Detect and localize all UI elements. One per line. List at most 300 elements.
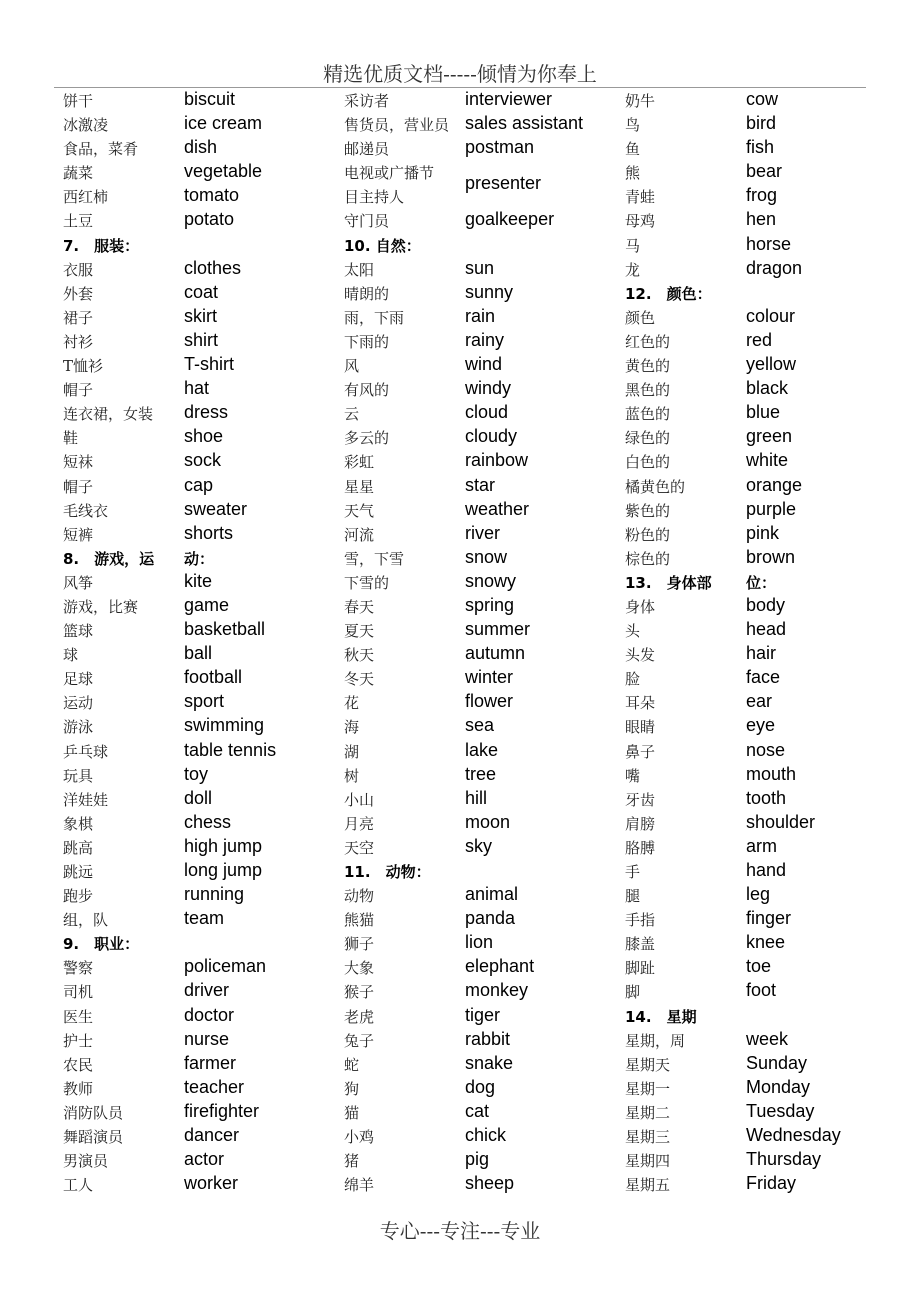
vocab-row xyxy=(625,787,905,811)
english-term: frog xyxy=(746,185,778,206)
english-term: dragon xyxy=(746,257,803,278)
vocab-row xyxy=(625,522,905,546)
vocab-row xyxy=(625,763,905,787)
vocab-row xyxy=(344,787,624,811)
english-term: cap xyxy=(184,474,214,495)
chinese-term: 西红柿 xyxy=(63,188,109,207)
chinese-term: 大象 xyxy=(344,959,375,978)
vocab-row xyxy=(625,449,905,473)
vocab-row xyxy=(344,136,624,160)
vocab-row xyxy=(625,208,905,232)
english-term: dish xyxy=(184,137,218,158)
vocab-row xyxy=(625,955,905,979)
vocab-row xyxy=(625,714,905,738)
english-term: driver xyxy=(184,980,230,1001)
english-term: actor xyxy=(184,1149,225,1170)
chinese-term: 工人 xyxy=(63,1176,94,1195)
vocab-row xyxy=(63,1172,343,1196)
chinese-term: 象棋 xyxy=(63,814,94,833)
english-term: brown xyxy=(746,546,796,567)
vocab-row xyxy=(625,257,905,281)
chinese-term: 绿色的 xyxy=(625,429,671,448)
vocab-row xyxy=(625,233,905,257)
chinese-term: 脸 xyxy=(625,670,641,689)
english-term: worker xyxy=(184,1173,239,1194)
english-term: head xyxy=(746,619,787,640)
vocab-row xyxy=(625,305,905,329)
english-term: basketball xyxy=(184,619,266,640)
vocab-row xyxy=(344,883,624,907)
chinese-term: 电视或广播节 xyxy=(344,164,435,183)
vocab-row xyxy=(344,425,624,449)
chinese-term: 舞蹈演员 xyxy=(63,1128,124,1147)
chinese-term: 裙子 xyxy=(63,308,94,327)
english-term: dress xyxy=(184,402,229,423)
english-term: arm xyxy=(746,835,777,856)
chinese-term: 多云的 xyxy=(344,429,390,448)
vocab-row xyxy=(63,112,343,136)
english-term: eye xyxy=(746,715,776,736)
page-header-title: 精选优质文档-----倾情为你奉上 xyxy=(323,62,597,86)
vocab-row xyxy=(344,570,624,594)
english-term: long jump xyxy=(184,860,263,880)
english-term: black xyxy=(746,378,789,399)
english-term: sky xyxy=(465,835,492,856)
vocab-row xyxy=(344,1100,624,1124)
vocab-row xyxy=(344,208,624,232)
english-term: mouth xyxy=(746,763,797,784)
section-heading-label: 14. 星期 xyxy=(625,1007,697,1026)
english-term: hill xyxy=(465,787,488,808)
vocab-row xyxy=(63,642,343,666)
english-term: Thursday xyxy=(746,1149,822,1170)
english-term: biscuit xyxy=(184,89,236,109)
section-heading xyxy=(625,1004,905,1028)
vocab-row xyxy=(63,883,343,907)
chinese-term: 头 xyxy=(625,622,641,641)
chinese-term-continued: 目主持人 xyxy=(344,188,405,207)
english-term: snake xyxy=(465,1052,514,1073)
vocab-row xyxy=(344,666,624,690)
chinese-term: 短袜 xyxy=(63,453,94,472)
vocab-row xyxy=(344,979,624,1003)
english-term: fish xyxy=(746,137,775,158)
chinese-term: 消防队员 xyxy=(63,1103,124,1122)
vocab-row xyxy=(625,1052,905,1076)
english-term: yellow xyxy=(746,354,797,375)
english-term: vegetable xyxy=(184,161,263,182)
english-term: body xyxy=(746,594,786,615)
page-footer: 专心---专注---专业 xyxy=(379,1219,541,1243)
vocab-row xyxy=(625,377,905,401)
english-term: hand xyxy=(746,860,787,880)
vocab-row xyxy=(344,257,624,281)
english-term: high jump xyxy=(184,835,263,856)
english-term: chick xyxy=(465,1125,507,1146)
chinese-term: 下雪的 xyxy=(344,573,390,592)
chinese-term: 售货员，营业员 xyxy=(344,116,450,135)
vocab-row xyxy=(625,112,905,136)
chinese-term: 风 xyxy=(344,357,360,376)
chinese-term: 衬衫 xyxy=(63,332,94,351)
vocab-row xyxy=(344,88,624,112)
chinese-term: 毛线衣 xyxy=(63,501,109,520)
english-term: foot xyxy=(746,980,777,1001)
english-term: cat xyxy=(465,1100,490,1121)
chinese-term: 运动 xyxy=(63,694,94,713)
english-term: tree xyxy=(465,763,497,784)
english-term: coat xyxy=(184,281,219,302)
vocab-row xyxy=(625,1172,905,1196)
english-term: ear xyxy=(746,691,773,712)
chinese-term: 玩具 xyxy=(63,766,94,785)
vocab-column-2 xyxy=(344,88,624,1196)
chinese-term: 动物 xyxy=(344,887,375,906)
section-heading xyxy=(344,859,624,883)
english-term: knee xyxy=(746,932,786,953)
english-term: winter xyxy=(465,667,514,688)
english-term: rainbow xyxy=(465,450,529,471)
chinese-term: 跑步 xyxy=(63,887,94,906)
chinese-term: 风筝 xyxy=(63,573,94,592)
section-heading xyxy=(63,546,343,570)
vocab-row xyxy=(625,835,905,859)
english-term: animal xyxy=(465,884,519,905)
chinese-term: 彩虹 xyxy=(344,453,375,472)
english-term: sheep xyxy=(465,1173,515,1194)
vocab-row xyxy=(344,763,624,787)
vocab-row xyxy=(344,160,624,208)
vocab-row xyxy=(344,931,624,955)
english-term: Friday xyxy=(746,1173,797,1194)
vocab-row xyxy=(63,425,343,449)
vocab-row xyxy=(63,1124,343,1148)
chinese-term: 耳朵 xyxy=(625,694,656,713)
section-heading xyxy=(625,570,905,594)
chinese-term: 游泳 xyxy=(63,718,94,737)
english-term: nose xyxy=(746,739,786,760)
chinese-term: 脚趾 xyxy=(625,959,656,978)
vocab-row xyxy=(63,763,343,787)
vocab-row xyxy=(625,1100,905,1124)
vocab-row xyxy=(63,305,343,329)
english-term: hat xyxy=(184,378,210,399)
chinese-term: 春天 xyxy=(344,597,375,616)
chinese-term: 衣服 xyxy=(63,260,94,279)
section-heading-label: 7. 服装： xyxy=(63,236,140,255)
chinese-term: 洋娃娃 xyxy=(63,790,109,809)
chinese-term: 嘴 xyxy=(625,766,641,785)
english-term: tomato xyxy=(184,185,240,206)
vocab-row xyxy=(63,184,343,208)
vocab-row xyxy=(63,136,343,160)
vocab-row xyxy=(344,1148,624,1172)
vocab-row xyxy=(63,401,343,425)
english-term: snowy xyxy=(465,570,517,591)
english-term: running xyxy=(184,884,245,905)
chinese-term: 猴子 xyxy=(344,983,375,1002)
chinese-term: 护士 xyxy=(63,1031,94,1050)
chinese-term: 外套 xyxy=(63,284,94,303)
chinese-term: 河流 xyxy=(344,525,375,544)
chinese-term: 连衣裙，女装 xyxy=(63,405,154,424)
english-term: rainy xyxy=(465,329,505,350)
english-term: cloudy xyxy=(465,426,518,447)
chinese-term: 星期四 xyxy=(625,1152,671,1171)
english-term: green xyxy=(746,426,793,447)
chinese-term: 帽子 xyxy=(63,477,94,496)
vocab-row xyxy=(63,449,343,473)
english-term: nurse xyxy=(184,1028,230,1049)
chinese-term: 跳高 xyxy=(63,838,94,857)
english-term: Sunday xyxy=(746,1052,808,1073)
english-term: red xyxy=(746,329,773,350)
english-term: wind xyxy=(465,354,503,375)
vocab-row xyxy=(344,594,624,618)
chinese-term: 狮子 xyxy=(344,935,375,954)
section-heading-label: 13. 身体部 xyxy=(625,573,712,592)
english-term: tiger xyxy=(465,1004,501,1025)
chinese-term: 白色的 xyxy=(625,453,671,472)
english-term: bird xyxy=(746,113,777,134)
vocab-row xyxy=(63,1052,343,1076)
vocab-row xyxy=(63,257,343,281)
english-term: pig xyxy=(465,1149,490,1170)
vocab-row xyxy=(344,907,624,931)
english-term: snow xyxy=(465,546,508,567)
english-term: shorts xyxy=(184,522,234,543)
vocab-row xyxy=(63,594,343,618)
vocab-row xyxy=(63,1028,343,1052)
vocab-row xyxy=(344,498,624,522)
vocab-row xyxy=(625,329,905,353)
vocab-row xyxy=(63,690,343,714)
vocab-row xyxy=(625,1124,905,1148)
vocab-row xyxy=(63,787,343,811)
vocab-row xyxy=(625,979,905,1003)
chinese-term: 脚 xyxy=(625,983,641,1002)
chinese-term: 手 xyxy=(625,863,641,881)
chinese-term: 星星 xyxy=(344,477,375,496)
english-term: kite xyxy=(184,570,213,591)
english-term: moon xyxy=(465,811,511,832)
chinese-term: 饼干 xyxy=(63,92,94,110)
english-term: football xyxy=(184,667,243,688)
chinese-term: 星期三 xyxy=(625,1128,671,1147)
vocab-row xyxy=(625,690,905,714)
chinese-term: 游戏，比赛 xyxy=(63,597,139,616)
english-term: purple xyxy=(746,498,797,519)
english-term: autumn xyxy=(465,643,526,664)
vocab-row xyxy=(344,329,624,353)
english-term: shirt xyxy=(184,329,219,350)
chinese-term: 雨，下雨 xyxy=(344,308,405,327)
vocab-row xyxy=(63,1076,343,1100)
vocab-row xyxy=(344,546,624,570)
vocab-row xyxy=(344,377,624,401)
vocab-row xyxy=(625,618,905,642)
english-term: sun xyxy=(465,257,495,278)
english-term: goalkeeper xyxy=(465,209,555,230)
section-heading xyxy=(344,233,624,257)
vocab-row xyxy=(63,739,343,763)
vocab-row xyxy=(344,522,624,546)
english-term: Monday xyxy=(746,1076,811,1097)
chinese-term: T恤衫 xyxy=(63,357,104,376)
chinese-term: 足球 xyxy=(63,670,94,689)
section-heading-label: 8. 游戏，运 xyxy=(63,549,155,568)
english-term: chess xyxy=(184,811,232,832)
chinese-term: 短裤 xyxy=(63,525,94,544)
chinese-term: 湖 xyxy=(344,742,360,761)
vocab-row xyxy=(63,1148,343,1172)
vocab-row xyxy=(625,1148,905,1172)
english-term: hen xyxy=(746,209,777,230)
english-term: toy xyxy=(184,763,209,784)
vocab-row xyxy=(63,835,343,859)
chinese-term: 紫色的 xyxy=(625,501,671,520)
english-term: finger xyxy=(746,908,792,929)
english-term: sea xyxy=(465,715,495,736)
vocab-row xyxy=(625,498,905,522)
english-term: toe xyxy=(746,956,772,977)
english-term: monkey xyxy=(465,980,529,1001)
english-term: summer xyxy=(465,619,531,640)
vocab-row xyxy=(344,739,624,763)
chinese-term: 夏天 xyxy=(344,622,375,641)
vocab-row xyxy=(625,594,905,618)
chinese-term: 小山 xyxy=(344,790,375,809)
english-term: panda xyxy=(465,908,516,929)
vocab-row xyxy=(625,931,905,955)
english-term: bear xyxy=(746,161,783,182)
vocab-row xyxy=(625,136,905,160)
chinese-term: 球 xyxy=(63,646,79,665)
english-term: ball xyxy=(184,643,213,664)
chinese-term: 黑色的 xyxy=(625,381,671,400)
english-term: cloud xyxy=(465,402,509,423)
chinese-term: 熊猫 xyxy=(344,911,375,930)
english-term: sales assistant xyxy=(465,113,584,134)
vocab-row xyxy=(344,955,624,979)
vocab-row xyxy=(63,498,343,522)
vocab-row xyxy=(625,1076,905,1100)
vocab-column-1 xyxy=(63,88,343,1196)
vocab-row xyxy=(625,160,905,184)
english-term: postman xyxy=(465,137,535,158)
chinese-term: 采访者 xyxy=(344,92,390,110)
chinese-term: 马 xyxy=(625,236,641,255)
english-term: colour xyxy=(746,305,796,326)
vocab-row xyxy=(63,522,343,546)
chinese-term: 帽子 xyxy=(63,381,94,400)
chinese-term: 食品，菜肴 xyxy=(63,140,139,159)
chinese-term: 土豆 xyxy=(63,212,94,231)
vocab-row xyxy=(625,546,905,570)
vocab-row xyxy=(344,305,624,329)
vocab-row xyxy=(625,883,905,907)
english-term: doll xyxy=(184,787,213,808)
english-term: dog xyxy=(465,1076,496,1097)
english-term: skirt xyxy=(184,305,217,326)
vocab-row xyxy=(344,1124,624,1148)
chinese-term: 海 xyxy=(344,718,360,737)
english-term: tooth xyxy=(746,787,787,808)
english-term: sock xyxy=(184,450,222,471)
chinese-term: 组，队 xyxy=(63,911,109,930)
english-term: lake xyxy=(465,739,499,760)
section-heading xyxy=(63,931,343,955)
chinese-term: 红色的 xyxy=(625,332,671,351)
english-term: rain xyxy=(465,305,496,326)
vocab-row xyxy=(625,425,905,449)
english-term: blue xyxy=(746,402,781,423)
chinese-term: 下雨的 xyxy=(344,332,390,351)
chinese-term: 龙 xyxy=(625,260,641,279)
chinese-term: 农民 xyxy=(63,1055,94,1074)
chinese-term: 猫 xyxy=(344,1103,360,1122)
chinese-term: 鼻子 xyxy=(625,742,656,761)
chinese-term: 篮球 xyxy=(63,622,94,641)
vocab-row xyxy=(625,811,905,835)
english-term: pink xyxy=(746,522,780,543)
english-term: potato xyxy=(184,209,235,230)
vocab-row xyxy=(63,714,343,738)
vocab-row xyxy=(63,979,343,1003)
english-term: sport xyxy=(184,691,225,712)
english-term: Tuesday xyxy=(746,1100,815,1121)
english-term: presenter xyxy=(465,173,542,194)
english-term: white xyxy=(746,450,789,471)
vocab-row xyxy=(625,907,905,931)
vocab-row xyxy=(625,666,905,690)
vocab-row xyxy=(625,88,905,112)
chinese-term: 月亮 xyxy=(344,814,375,833)
chinese-term: 棕色的 xyxy=(625,549,671,568)
vocab-row xyxy=(625,739,905,763)
vocab-row xyxy=(63,160,343,184)
english-term: orange xyxy=(746,474,803,495)
english-term: farmer xyxy=(184,1052,237,1073)
english-term: swimming xyxy=(184,715,265,736)
english-term: weather xyxy=(465,498,530,519)
chinese-term: 胳膊 xyxy=(625,838,656,857)
chinese-term: 星期一 xyxy=(625,1079,671,1098)
chinese-term: 天空 xyxy=(344,838,375,857)
chinese-term: 教师 xyxy=(63,1079,94,1098)
vocab-row xyxy=(63,811,343,835)
vocab-row xyxy=(625,401,905,425)
section-heading-continued: 位： xyxy=(746,573,777,592)
english-term: table tennis xyxy=(184,739,277,760)
chinese-term: 男演员 xyxy=(63,1152,109,1171)
vocab-column-3 xyxy=(625,88,905,1196)
english-term: hair xyxy=(746,643,777,664)
chinese-term: 晴朗的 xyxy=(344,284,390,303)
chinese-term: 兔子 xyxy=(344,1031,375,1050)
section-heading-label: 9. 职业： xyxy=(63,935,140,954)
vocab-row xyxy=(63,570,343,594)
vocab-row xyxy=(344,811,624,835)
chinese-term: 花 xyxy=(344,694,360,713)
chinese-term: 云 xyxy=(344,405,360,424)
chinese-term: 手指 xyxy=(625,911,656,930)
vocab-row xyxy=(63,88,343,112)
vocab-row xyxy=(625,474,905,498)
vocab-row xyxy=(344,1004,624,1028)
chinese-term: 黄色的 xyxy=(625,357,671,376)
chinese-term: 星期，周 xyxy=(625,1031,686,1050)
